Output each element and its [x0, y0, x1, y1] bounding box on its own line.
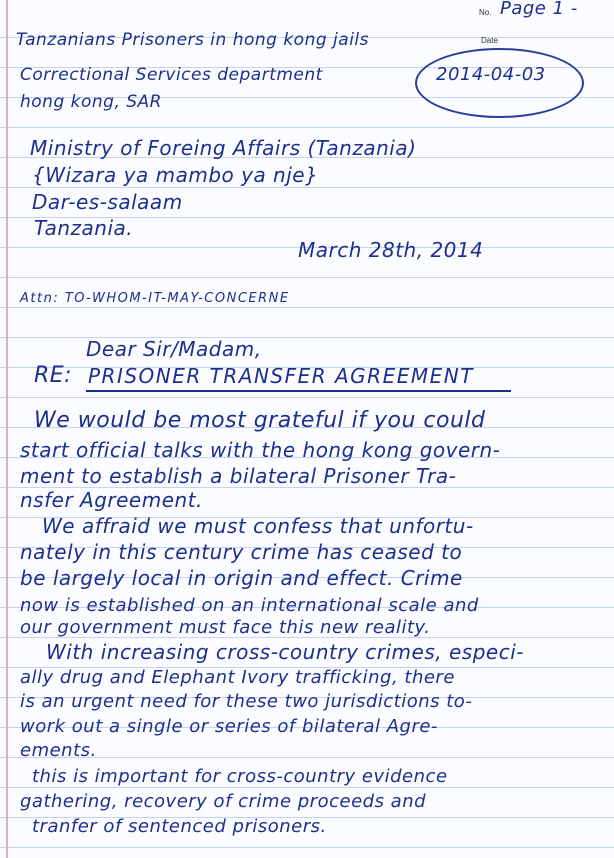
- recipient-line-1: Ministry of Foreing Affairs (Tanzania): [30, 136, 417, 160]
- body-line: ment to establish a bilateral Prisoner Tra-: [20, 464, 457, 488]
- page-number: Page 1 -: [500, 0, 578, 19]
- date-label: Date: [481, 36, 498, 45]
- re-label: RE:: [34, 363, 73, 388]
- recipient-line-2: {Wizara ya mambo ya nje}: [32, 163, 319, 187]
- body-line: With increasing cross-country crimes, especi-: [46, 640, 524, 664]
- subject-line: PRISONER TRANSFER AGREEMENT: [88, 364, 474, 388]
- sender-line-3: hong kong, SAR: [20, 92, 162, 112]
- sender-line-1: Tanzanians Prisoners in hong kong jails: [16, 30, 369, 50]
- subject-underline: [86, 390, 511, 392]
- body-line: be largely local in origin and effect. Crime: [20, 566, 463, 590]
- body-line: tranfer of sentenced prisoners.: [32, 816, 327, 837]
- attn-line: Attn: TO-WHOM-IT-MAY-CONCERNE: [20, 291, 290, 306]
- recipient-line-4: Tanzania.: [34, 216, 134, 240]
- body-line: is an urgent need for these two jurisdictions to-: [20, 691, 473, 712]
- no-label: No.: [479, 8, 492, 17]
- body-line: nsfer Agreement.: [20, 488, 203, 512]
- recipient-line-3: Dar-es-salaam: [32, 190, 183, 214]
- body-line: ally drug and Elephant Ivory trafficking, there: [20, 667, 455, 688]
- body-line: our government must face this new reality.: [20, 617, 431, 638]
- sender-line-2: Correctional Services department: [20, 65, 323, 85]
- salutation: Dear Sir/Madam,: [86, 337, 262, 361]
- body-line: now is established on an international scale and: [20, 595, 479, 616]
- body-line: We would be most grateful if you could: [34, 408, 486, 433]
- body-line: We affraid we must confess that unfortu-: [42, 514, 474, 538]
- body-line: nately in this century crime has ceased to: [20, 540, 463, 564]
- body-line: this is important for cross-country evidence: [32, 766, 448, 787]
- body-line: work out a single or series of bilateral Agre-: [20, 716, 438, 737]
- body-line: ements.: [20, 740, 97, 761]
- body-line: start official talks with the hong kong govern-: [20, 438, 501, 462]
- date-value: 2014-04-03: [436, 64, 546, 85]
- letter-date: March 28th, 2014: [298, 238, 484, 262]
- body-line: gathering, recovery of crime proceeds and: [20, 791, 427, 812]
- margin-line: [6, 0, 8, 858]
